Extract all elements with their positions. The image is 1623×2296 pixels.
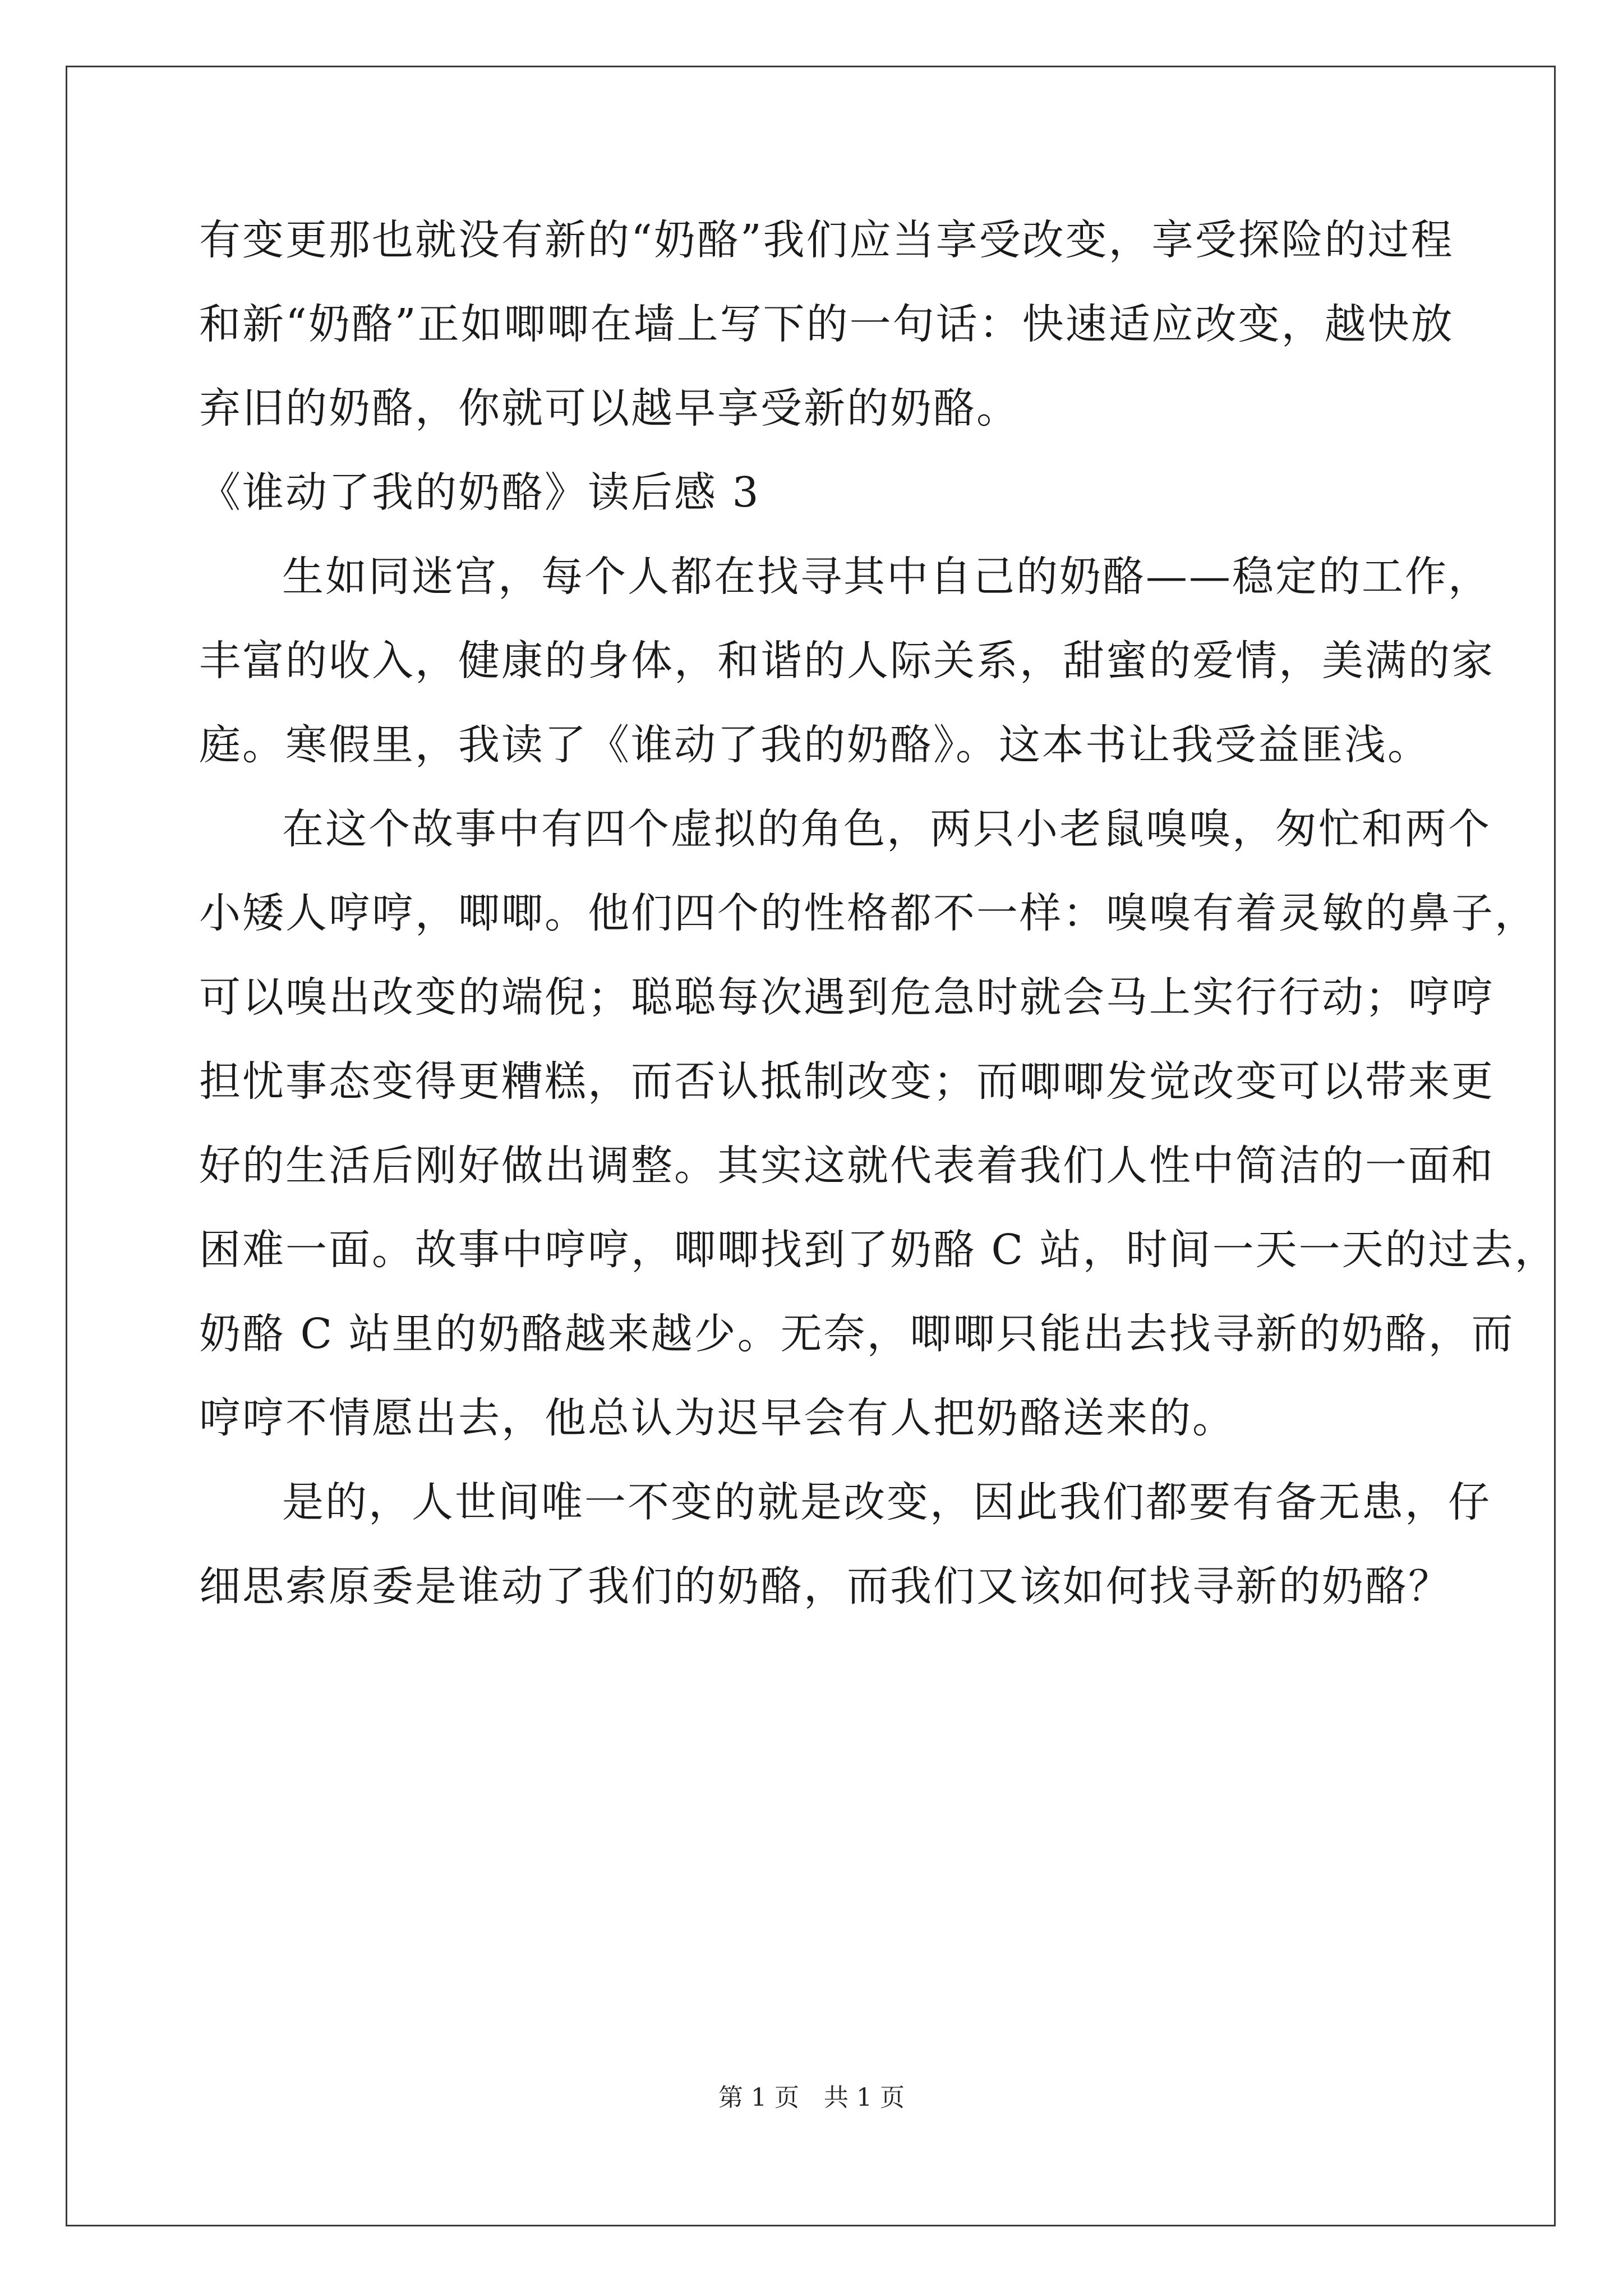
- text-line: 困难一面。故事中哼哼，唧唧找到了奶酪 C 站，时间一天一天的过去，: [199, 1226, 1558, 1274]
- text-line: 哼哼不情愿出去，他总认为迟早会有人把奶酪送来的。: [199, 1394, 1235, 1442]
- paragraph-start: 在这个故事中有四个虚拟的角色，两只小老鼠嗅嗅，匆忙和两个: [282, 805, 1491, 853]
- section-heading: 《谁动了我的奶酪》读后感 3: [199, 468, 760, 517]
- text-line: 小矮人哼哼，唧唧。他们四个的性格都不一样：嗅嗅有着灵敏的鼻子，: [199, 889, 1538, 937]
- text-line: 细思索原委是谁动了我们的奶酪，而我们又该如何找寻新的奶酪？: [199, 1562, 1451, 1611]
- text-line: 有变更那也就没有新的“奶酪”我们应当享受改变，享受探险的过程: [199, 216, 1454, 264]
- text-line: 可以嗅出改变的端倪；聪聪每次遇到危急时就会马上实行行动；哼哼: [199, 973, 1495, 1022]
- text-line: 庭。寒假里，我读了《谁动了我的奶酪》。这本书让我受益匪浅。: [199, 721, 1431, 769]
- paragraph-start: 是的，人世间唯一不变的就是改变，因此我们都要有备无患，仔: [282, 1478, 1491, 1526]
- page-footer: 第 1 页 共 1 页: [718, 2083, 905, 2112]
- text-line: 担忧事态变得更糟糕，而否认抵制改变；而唧唧发觉改变可以带来更: [199, 1057, 1495, 1106]
- text-line: 好的生活后刚好做出调整。其实这就代表着我们人性中简洁的一面和: [199, 1142, 1495, 1190]
- paragraph-start: 生如同迷宫，每个人都在找寻其中自己的奶酪——稳定的工作，: [282, 553, 1491, 601]
- text-line: 丰富的收入，健康的身体，和谐的人际关系，甜蜜的爱情，美满的家: [199, 637, 1495, 685]
- text-line: 奶酪 C 站里的奶酪越来越少。无奈，唧唧只能出去找寻新的奶酪，而: [199, 1310, 1515, 1358]
- text-line: 弃旧的奶酪，你就可以越早享受新的奶酪。: [199, 384, 1020, 432]
- text-line: 和新“奶酪”正如唧唧在墙上写下的一句话：快速适应改变，越快放: [199, 300, 1454, 348]
